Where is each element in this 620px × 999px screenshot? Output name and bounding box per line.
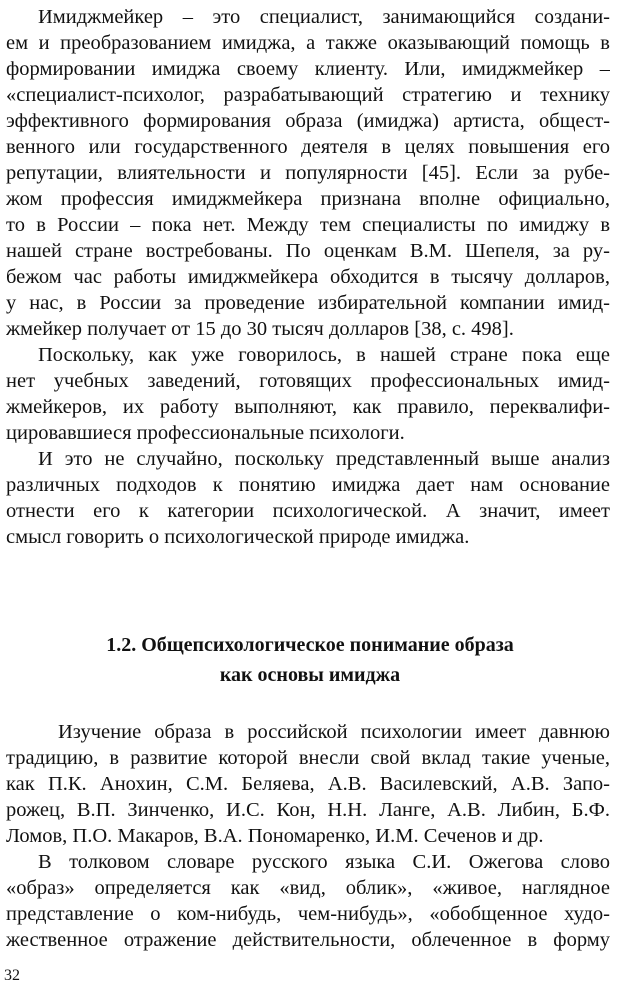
text-line: жом профессия имиджмейкера признана вполне официально, xyxy=(6,188,610,210)
paragraph-imagemaker-definition xyxy=(6,4,610,342)
text-line: цировавшиеся профессиональные психологи. xyxy=(6,422,405,444)
text-line: Имиджмейкер – это специалист, занимающийся создани- xyxy=(38,6,610,28)
text-line: формировании имиджа своему клиенту. Или, имиджмейкер – xyxy=(6,58,610,80)
text-line: венного или государственного деятеля в целях повышения его xyxy=(6,136,610,158)
text-line: жмейкеров, их работу выполняют, как правило, переквалифи- xyxy=(6,396,610,418)
text-line: бежом час работы имиджмейкера обходится в тысячу долларов, xyxy=(6,266,610,288)
text-line: представление о ком-нибудь, чем-нибудь», «обобщенное худо- xyxy=(6,903,610,925)
text-line: Поскольку, как уже говорилось, в нашей стране пока еще xyxy=(38,344,610,366)
text-line: смысл говорить о психологической природе имиджа. xyxy=(6,526,470,548)
text-line: ем и преобразованием имиджа, а также оказывающий помощь в xyxy=(6,32,610,54)
text-line: традицию, в развитие которой внесли свой вклад такие ученые, xyxy=(6,747,610,769)
text-line: И это не случайно, поскольку представленный выше анализ xyxy=(38,448,610,470)
text-line: жмейкер получает от 15 до 30 тысяч долларов [38, с. 498]. xyxy=(6,318,514,340)
text-line: «специалист-психолог, разрабатывающий стратегию и технику xyxy=(6,84,610,106)
paragraph-psychological-nature xyxy=(6,446,610,550)
text-line: нет учебных заведений, готовящих профессиональных имид- xyxy=(6,370,610,392)
text-line: жественное отражение действительности, облеченное в форму xyxy=(6,929,610,951)
text-line: Изучение образа в российской психологии имеет давнюю xyxy=(58,721,610,743)
section-heading-line-1: 1.2. Общепсихологическое понимание образа xyxy=(106,634,514,656)
page-number: 32 xyxy=(4,967,20,984)
section-heading xyxy=(0,630,620,690)
text-line: различных подходов к понятию имиджа дает нам основание xyxy=(6,474,610,496)
text-line: как П.К. Анохин, С.М. Беляева, А.В. Василевский, А.В. Запо- xyxy=(6,773,610,795)
paragraph-no-schools xyxy=(6,342,610,446)
text-line: отнести его к категории психологической. А значит, имеет xyxy=(6,500,610,522)
text-line: Ломов, П.О. Макаров, В.А. Пономаренко, И.М. Сеченов и др. xyxy=(6,825,544,847)
text-line: «образ» определяется как «вид, облик», «живое, наглядное xyxy=(6,877,610,899)
text-line: репутации, влиятельности и популярности [45]. Если за рубе- xyxy=(6,162,610,184)
text-line: то в России – пока нет. Между тем специалисты по имиджу в xyxy=(6,214,610,236)
text-line: В толковом словаре русского языка С.И. Ожегова слово xyxy=(38,851,610,873)
section-heading-line-2: как основы имиджа xyxy=(219,664,401,686)
text-line: у нас, в России за проведение избирательной компании имид- xyxy=(6,292,610,314)
text-line: нашей стране востребованы. По оценкам В.М. Шепеля, за ру- xyxy=(6,240,610,262)
text-line: эффективного формирования образа (имиджа) артиста, общест- xyxy=(6,110,610,132)
text-line: рожец, В.П. Зинченко, И.С. Кон, Н.Н. Ланге, А.В. Либин, Б.Ф. xyxy=(6,799,610,821)
paragraph-image-study-history xyxy=(6,719,610,849)
paragraph-ozhegov-definition xyxy=(6,849,610,953)
